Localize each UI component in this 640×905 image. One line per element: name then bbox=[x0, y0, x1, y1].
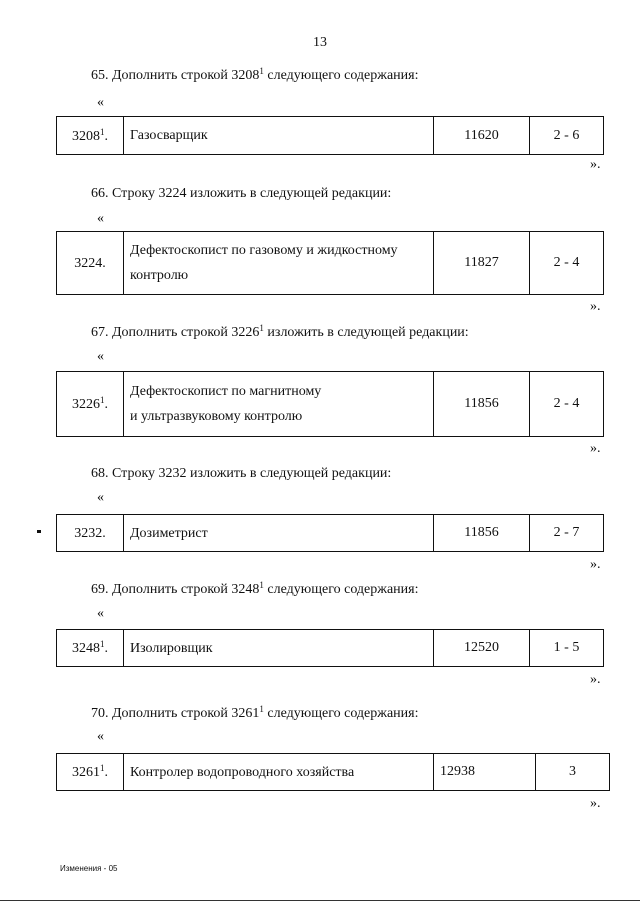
item-68-heading: 68. Строку 3232 изложить в следующей редакции: bbox=[91, 466, 392, 481]
item-65-table bbox=[56, 116, 604, 155]
item-67-heading: 67. Дополнить строкой 3226$^1$ изложить в следующей редакции: bbox=[91, 323, 469, 340]
item-66-heading: 66. Строку 3224 изложить в следующей редакции: bbox=[91, 186, 392, 201]
close-quote: ». bbox=[590, 557, 601, 572]
open-quote: « bbox=[97, 606, 104, 621]
footer-note: Изменения - 05 bbox=[60, 864, 118, 873]
code-cell: 3226$^1$. bbox=[57, 372, 124, 437]
close-quote: ». bbox=[590, 441, 601, 456]
open-quote: « bbox=[97, 490, 104, 505]
number-cell: 12520 bbox=[434, 630, 530, 667]
item-66-table bbox=[56, 231, 604, 295]
close-quote: ». bbox=[590, 796, 601, 811]
code-cell: 3232. bbox=[57, 515, 124, 552]
item-69-table bbox=[56, 629, 604, 667]
item-65-heading: 65. Дополнить строкой 3208$^1$ следующего содержания: bbox=[91, 66, 419, 83]
number-cell: 11620 bbox=[434, 117, 530, 155]
name-cell: Газосварщик bbox=[124, 117, 434, 155]
range-cell: 1 - 5 bbox=[530, 630, 604, 667]
page-number: 13 bbox=[313, 35, 327, 50]
open-quote: « bbox=[97, 729, 104, 744]
close-quote: ». bbox=[590, 672, 601, 687]
name-cell: Дефектоскопист по газовому и жидкостному контролю bbox=[124, 232, 434, 295]
name-cell: Контролер водопроводного хозяйства bbox=[124, 754, 434, 791]
range-cell: 2 - 7 bbox=[530, 515, 604, 552]
code-cell: 3208$^1$. bbox=[57, 117, 124, 155]
name-cell: Изолировщик bbox=[124, 630, 434, 667]
range-cell: 3 bbox=[536, 754, 610, 791]
code-cell: 3224. bbox=[57, 232, 124, 295]
number-cell: 11856 bbox=[434, 372, 530, 437]
name-cell: Дозиметрист bbox=[124, 515, 434, 552]
number-cell: 11856 bbox=[434, 515, 530, 552]
code-cell: 3261$^1$. bbox=[57, 754, 124, 791]
range-cell: 2 - 6 bbox=[530, 117, 604, 155]
item-67-table bbox=[56, 371, 604, 437]
item-70-heading: 70. Дополнить строкой 3261$^1$ следующего содержания: bbox=[91, 704, 419, 721]
number-cell: 11827 bbox=[434, 232, 530, 295]
number-cell: 12938 bbox=[434, 754, 536, 791]
open-quote: « bbox=[97, 211, 104, 226]
scan-mark bbox=[37, 530, 41, 533]
item-70-table bbox=[56, 753, 610, 791]
close-quote: ». bbox=[590, 157, 601, 172]
item-69-heading: 69. Дополнить строкой 3248$^1$ следующего содержания: bbox=[91, 580, 419, 597]
item-68-table bbox=[56, 514, 604, 552]
code-cell: 3248$^1$. bbox=[57, 630, 124, 667]
open-quote: « bbox=[97, 349, 104, 364]
name-cell: Дефектоскопист по магнитному и ультразвуковому контролю bbox=[124, 372, 434, 437]
range-cell: 2 - 4 bbox=[530, 232, 604, 295]
range-cell: 2 - 4 bbox=[530, 372, 604, 437]
bottom-rule bbox=[0, 900, 640, 901]
open-quote: « bbox=[97, 95, 104, 110]
close-quote: ». bbox=[590, 299, 601, 314]
